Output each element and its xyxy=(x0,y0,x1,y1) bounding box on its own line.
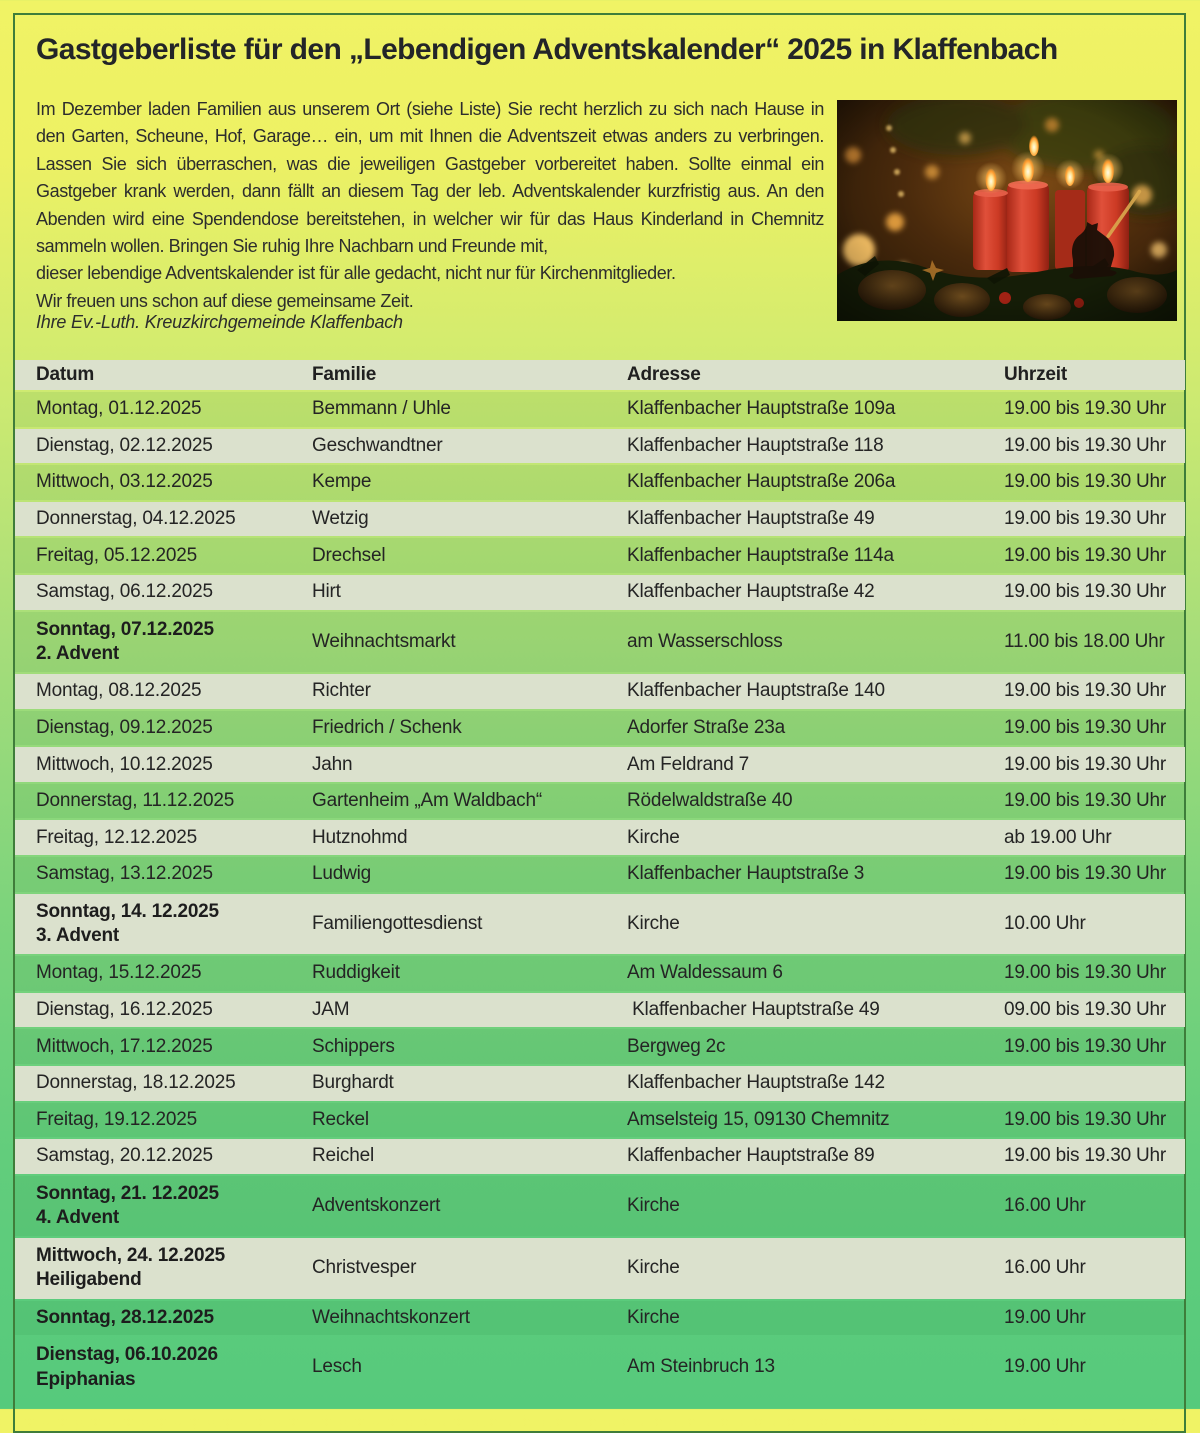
cell-familie: Richter xyxy=(312,680,371,702)
cell-familie: Lesch xyxy=(312,1356,362,1378)
cell-adresse: Rödelwaldstraße 40 xyxy=(627,790,793,812)
cell-datum: Samstag, 20.12.2025 xyxy=(36,1145,213,1167)
cell-familie: Familiengottesdienst xyxy=(312,912,483,934)
cell-familie: Schippers xyxy=(312,1035,395,1057)
cell-datum: Dienstag, 06.10.2026 Epiphanias xyxy=(36,1343,312,1391)
cell-uhrzeit: 19.00 bis 19.30 Uhr xyxy=(1004,863,1167,885)
cell-uhrzeit: 19.00 bis 19.30 Uhr xyxy=(1004,753,1167,775)
intro-paragraph xyxy=(36,96,824,315)
header-cell-datum: Datum xyxy=(36,364,95,385)
cell-uhrzeit: 19.00 bis 19.30 Uhr xyxy=(1004,1108,1167,1130)
cell-datum: Samstag, 13.12.2025 xyxy=(36,863,213,885)
table-row xyxy=(15,538,1185,573)
cell-datum: Donnerstag, 18.12.2025 xyxy=(36,1072,236,1094)
intro-line: Lassen Sie sich überraschen, was die jeweiligen Gastgeber vorbereitet haben. Sollte einmal ein xyxy=(36,153,824,174)
cell-adresse: Klaffenbacher Hauptstraße 114a xyxy=(627,544,894,566)
cell-uhrzeit: 10.00 Uhr xyxy=(1004,912,1086,934)
cell-datum: Donnerstag, 11.12.2025 xyxy=(36,790,235,812)
table-row xyxy=(15,993,1185,1028)
cell-adresse: Adorfer Straße 23a xyxy=(627,716,785,738)
cell-familie: Geschwandtner xyxy=(312,434,443,456)
cell-uhrzeit: 19.00 bis 19.30 Uhr xyxy=(1004,508,1167,530)
header-cell-familie: Familie xyxy=(312,364,377,385)
cell-uhrzeit: 19.00 bis 19.30 Uhr xyxy=(1004,790,1167,812)
cell-datum: Dienstag, 02.12.2025 xyxy=(36,434,213,456)
cell-datum: Sonntag, 14. 12.2025 3. Advent xyxy=(36,900,312,948)
cell-uhrzeit: 19.00 bis 19.30 Uhr xyxy=(1004,1035,1167,1057)
cell-adresse: Am Feldrand 7 xyxy=(627,753,750,775)
cell-datum-line2: 2. Advent xyxy=(36,642,120,664)
cell-adresse: Klaffenbacher Hauptstraße 206a xyxy=(627,471,896,493)
table-row xyxy=(15,747,1185,782)
table-row xyxy=(15,1139,1185,1174)
table-row xyxy=(15,1337,1185,1398)
cell-adresse: Klaffenbacher Hauptstraße 49 xyxy=(627,999,880,1021)
intro-line: Abenden wird eine Spendendose bereitstehen, in welcher wir für das Haus Kinderland in Chemnitz xyxy=(36,208,824,229)
intro-line: Gastgeber krank werden, dann fällt an diesem Tag der leb. Adventskalender kurzfristig aus. An den xyxy=(36,181,824,202)
cell-adresse: Am Steinbruch 13 xyxy=(627,1356,775,1378)
table-row xyxy=(15,465,1185,500)
table-row xyxy=(15,1066,1185,1101)
cell-familie: Weihnachtskonzert xyxy=(312,1306,470,1328)
cell-familie: Reichel xyxy=(312,1145,374,1167)
table-row xyxy=(15,429,1185,464)
table-row xyxy=(15,711,1185,746)
signature-line: Ihre Ev.-Luth. Kreuzkirchgemeinde Klaffenbach xyxy=(36,312,403,332)
cell-familie: Ruddigkeit xyxy=(312,962,400,984)
table-row xyxy=(15,820,1185,855)
cell-familie: Ludwig xyxy=(312,863,372,885)
table-row xyxy=(15,612,1185,673)
intro-line: den Garten, Scheune, Hof, Garage… ein, um mit Ihnen die Adventszeit etwas anders zu verbringen. xyxy=(36,126,824,147)
cell-familie: Adventskonzert xyxy=(312,1194,441,1216)
cell-familie: Kempe xyxy=(312,471,372,493)
cell-adresse: Klaffenbacher Hauptstraße 118 xyxy=(627,434,884,456)
cell-uhrzeit: 09.00 bis 19.30 Uhr xyxy=(1004,999,1167,1021)
cell-familie: Hutznohmd xyxy=(312,826,408,848)
cell-datum: Montag, 08.12.2025 xyxy=(36,680,202,702)
cell-datum-line2: Epiphanias xyxy=(36,1368,136,1390)
intro-line: Im Dezember laden Familien aus unserem Ort (siehe Liste) Sie recht herzlich zu sich nach Hause in xyxy=(36,99,824,119)
cell-uhrzeit: 19.00 Uhr xyxy=(1004,1356,1086,1378)
cell-datum: Dienstag, 09.12.2025 xyxy=(36,716,213,738)
intro-line: dieser lebendige Adventskalender ist für alle gedacht, nicht nur für Kirchenmitglieder. xyxy=(36,263,676,284)
cell-adresse: Kirche xyxy=(627,1257,680,1279)
intro-line: Wir freuen uns schon auf diese gemeinsame Zeit. xyxy=(36,290,414,311)
cell-familie: JAM xyxy=(312,999,350,1021)
table-row xyxy=(15,1176,1185,1237)
cell-adresse: Klaffenbacher Hauptstraße 142 xyxy=(627,1072,885,1094)
cell-adresse: Kirche xyxy=(627,1306,680,1328)
table-header-row xyxy=(15,360,1185,390)
cell-datum: Dienstag, 16.12.2025 xyxy=(36,999,213,1021)
cell-adresse: Klaffenbacher Hauptstraße 109a xyxy=(627,398,896,420)
table-row xyxy=(15,1103,1185,1138)
cell-uhrzeit: 19.00 bis 19.30 Uhr xyxy=(1004,471,1167,493)
cell-datum-line2: 3. Advent xyxy=(36,924,120,946)
table-row xyxy=(15,1029,1185,1064)
cell-uhrzeit: 19.00 bis 19.30 Uhr xyxy=(1004,581,1167,603)
cell-uhrzeit: 19.00 bis 19.30 Uhr xyxy=(1004,544,1167,566)
table-row xyxy=(15,857,1185,892)
cell-datum: Sonntag, 07.12.2025 2. Advent xyxy=(36,618,312,666)
cell-adresse: Klaffenbacher Hauptstraße 140 xyxy=(627,680,885,702)
cell-datum: Sonntag, 28.12.2025 xyxy=(36,1306,214,1328)
table-row xyxy=(15,575,1185,610)
cell-adresse: am Wasserschloss xyxy=(627,630,783,652)
header-cell-uhrzeit: Uhrzeit xyxy=(1004,364,1067,385)
cell-datum: Mittwoch, 17.12.2025 xyxy=(36,1035,213,1057)
cell-uhrzeit: 19.00 bis 19.30 Uhr xyxy=(1004,962,1167,984)
intro-line: sammeln wollen. Bringen Sie ruhig Ihre Nachbarn und Freunde mit, xyxy=(36,236,548,257)
cell-adresse: Bergweg 2c xyxy=(627,1035,726,1057)
cell-datum-line2: Heiligabend xyxy=(36,1269,142,1291)
table-row xyxy=(15,1301,1185,1336)
cell-uhrzeit: 19.00 bis 19.30 Uhr xyxy=(1004,716,1167,738)
cell-uhrzeit: 19.00 Uhr xyxy=(1004,1306,1086,1328)
cell-uhrzeit: 19.00 bis 19.30 Uhr xyxy=(1004,680,1167,702)
cell-familie: Hirt xyxy=(312,581,341,603)
header-cell-adresse: Adresse xyxy=(627,364,701,385)
cell-familie: Christvesper xyxy=(312,1257,417,1279)
cell-datum: Freitag, 05.12.2025 xyxy=(36,544,197,566)
cell-familie: Burghardt xyxy=(312,1072,394,1094)
cell-uhrzeit: 16.00 Uhr xyxy=(1004,1257,1086,1279)
cell-datum: Mittwoch, 03.12.2025 xyxy=(36,471,213,493)
table-row xyxy=(15,502,1185,537)
cell-uhrzeit: 19.00 bis 19.30 Uhr xyxy=(1004,1145,1167,1167)
cell-datum: Mittwoch, 10.12.2025 xyxy=(36,753,213,775)
cell-adresse: Klaffenbacher Hauptstraße 89 xyxy=(627,1145,875,1167)
cell-familie: Wetzig xyxy=(312,508,369,530)
cell-datum: Donnerstag, 04.12.2025 xyxy=(36,508,236,530)
cell-uhrzeit: 19.00 bis 19.30 Uhr xyxy=(1004,398,1167,420)
cell-adresse: Klaffenbacher Hauptstraße 42 xyxy=(627,581,875,603)
cell-datum: Freitag, 12.12.2025 xyxy=(36,826,197,848)
cell-adresse: Klaffenbacher Hauptstraße 49 xyxy=(627,508,875,530)
cell-datum: Samstag, 06.12.2025 xyxy=(36,581,213,603)
cell-datum: Mittwoch, 24. 12.2025 Heiligabend xyxy=(36,1244,312,1292)
cell-adresse: Klaffenbacher Hauptstraße 3 xyxy=(627,863,865,885)
table-row xyxy=(15,1238,1185,1299)
advent-wreath-photo xyxy=(837,100,1177,321)
cell-uhrzeit: ab 19.00 Uhr xyxy=(1004,826,1112,848)
table-row xyxy=(15,784,1185,819)
cell-uhrzeit: 19.00 bis 19.30 Uhr xyxy=(1004,434,1167,456)
cell-datum: Freitag, 19.12.2025 xyxy=(36,1108,197,1130)
host-table xyxy=(15,360,1185,1398)
cell-datum: Montag, 15.12.2025 xyxy=(36,962,202,984)
cell-adresse: Amselsteig 15, 09130 Chemnitz xyxy=(627,1108,890,1130)
cell-familie: Weihnachtsmarkt xyxy=(312,630,456,652)
cell-familie: Jahn xyxy=(312,753,353,775)
table-row xyxy=(15,392,1185,427)
table-row xyxy=(15,956,1185,991)
cell-datum: Sonntag, 21. 12.2025 4. Advent xyxy=(36,1182,312,1230)
cell-adresse: Kirche xyxy=(627,1194,680,1216)
cell-datum-line2: 4. Advent xyxy=(36,1206,120,1228)
photo-vignette xyxy=(837,100,1177,321)
table-row xyxy=(15,674,1185,709)
cell-adresse: Kirche xyxy=(627,826,680,848)
cell-uhrzeit: 16.00 Uhr xyxy=(1004,1194,1086,1216)
table-row xyxy=(15,894,1185,955)
cell-familie: Friedrich / Schenk xyxy=(312,716,462,738)
cell-uhrzeit: 11.00 bis 18.00 Uhr xyxy=(1004,630,1165,652)
cell-familie: Reckel xyxy=(312,1108,369,1130)
cell-familie: Gartenheim „Am Waldbach“ xyxy=(312,790,542,812)
cell-datum: Montag, 01.12.2025 xyxy=(36,398,202,420)
cell-adresse: Kirche xyxy=(627,912,680,934)
cell-familie: Drechsel xyxy=(312,544,386,566)
cell-adresse: Am Waldessaum 6 xyxy=(627,962,783,984)
page-title: Gastgeberliste für den „Lebendigen Adventskalender“ 2025 in Klaffenbach xyxy=(36,33,1058,66)
cell-familie: Bemmann / Uhle xyxy=(312,398,451,420)
